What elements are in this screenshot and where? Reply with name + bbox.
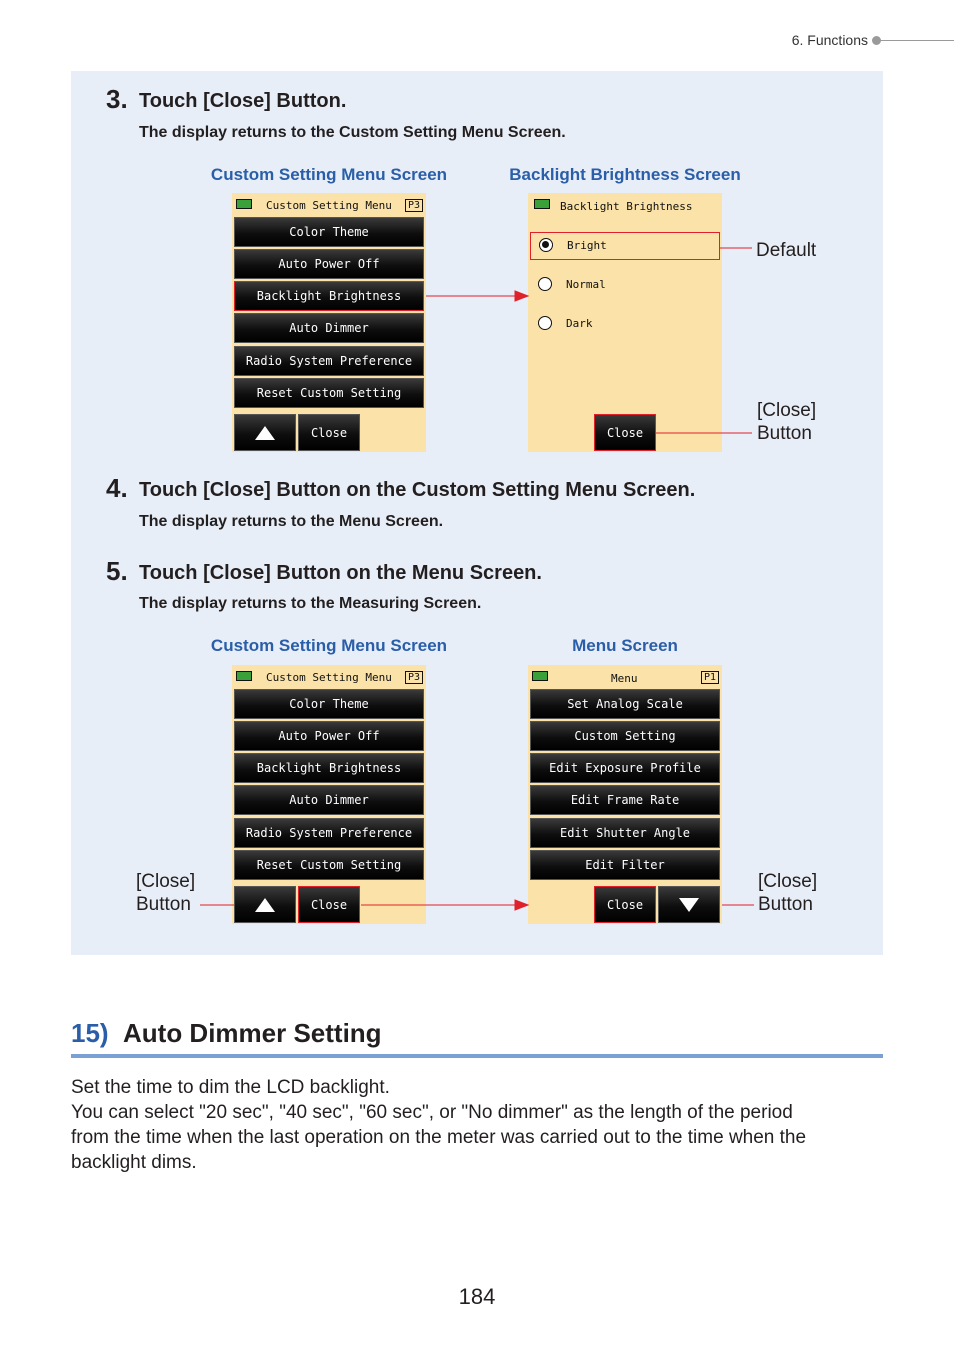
step-5-description: The display returns to the Measuring Screen. (139, 595, 482, 612)
caption-custom-setting-menu-1: Custom Setting Menu Screen (210, 165, 448, 184)
arrow-head-icon (515, 291, 528, 301)
step-5-title: Touch [Close] Button on the Menu Screen. (139, 562, 542, 584)
callout-line: Button (758, 894, 813, 915)
section-number: 15) (71, 1018, 109, 1048)
lcd-title: Menu (611, 672, 638, 685)
menu-item-color-theme[interactable]: Color Theme (234, 217, 424, 247)
body-line: You can select "20 sec", "40 sec", "60 sec", or "No dimmer" as the length of the period (71, 1102, 793, 1123)
body-line: Set the time to dim the LCD backlight. (71, 1077, 390, 1098)
body-line: from the time when the last operation on the meter was carried out to the time when the (71, 1127, 807, 1148)
lcd-title: Custom Setting Menu (266, 671, 392, 684)
menu-item-auto-power-off[interactable]: Auto Power Off (234, 721, 424, 751)
menu-item-edit-shutter-angle[interactable]: Edit Shutter Angle (530, 818, 720, 848)
page-indicator: P3 (405, 671, 423, 684)
body-line: backlight dims. (71, 1152, 197, 1173)
step-4-number: 4. (106, 473, 128, 503)
close-button[interactable]: Close (298, 886, 360, 923)
menu-item-radio-system-preference[interactable]: Radio System Preference (234, 346, 424, 376)
callout-line: Button (136, 894, 191, 915)
menu-item-backlight-brightness[interactable]: Backlight Brightness (234, 753, 424, 783)
step-3-description: The display returns to the Custom Setting Menu Screen. (139, 124, 566, 141)
page-indicator: P3 (405, 199, 423, 212)
menu-item-edit-frame-rate[interactable]: Edit Frame Rate (530, 785, 720, 815)
lcd-title: Custom Setting Menu (266, 199, 392, 212)
step-4-description: The display returns to the Menu Screen. (139, 513, 444, 530)
close-button[interactable]: Close (298, 414, 360, 451)
page-number: 184 (458, 1284, 496, 1309)
step-3-title: Touch [Close] Button. (139, 90, 347, 112)
option-label: Normal (566, 278, 606, 291)
menu-item-edit-exposure-profile[interactable]: Edit Exposure Profile (530, 753, 720, 783)
menu-item-auto-dimmer[interactable]: Auto Dimmer (234, 313, 424, 343)
menu-item-backlight-brightness[interactable]: Backlight Brightness (234, 281, 424, 311)
arrow-head-icon (515, 900, 528, 910)
callout-line: [Close] (757, 400, 817, 421)
callout-line: Button (757, 423, 812, 444)
close-button[interactable]: Close (594, 886, 656, 923)
option-label: Bright (567, 239, 607, 252)
menu-item-auto-dimmer[interactable]: Auto Dimmer (234, 785, 424, 815)
step-5-number: 5. (106, 556, 128, 586)
callout-line: [Close] (136, 871, 196, 892)
menu-item-reset-custom-setting[interactable]: Reset Custom Setting (234, 850, 424, 880)
close-button[interactable]: Close (594, 414, 656, 451)
menu-item-auto-power-off[interactable]: Auto Power Off (234, 249, 424, 279)
menu-item-edit-filter[interactable]: Edit Filter (530, 850, 720, 880)
section-title: Auto Dimmer Setting (123, 1018, 382, 1048)
section-rule (71, 1054, 883, 1058)
step-3-number: 3. (106, 84, 128, 114)
menu-item-custom-setting[interactable]: Custom Setting (530, 721, 720, 751)
menu-item-reset-custom-setting[interactable]: Reset Custom Setting (234, 378, 424, 408)
callout-line: [Close] (758, 871, 818, 892)
page-indicator: P1 (701, 671, 719, 684)
step-4-title: Touch [Close] Button on the Custom Setting Menu Screen. (139, 479, 696, 501)
menu-item-radio-system-preference[interactable]: Radio System Preference (234, 818, 424, 848)
caption-backlight-brightness: Backlight Brightness Screen (509, 165, 741, 184)
option-label: Dark (566, 317, 593, 330)
default-callout: Default (756, 240, 817, 261)
caption-menu-screen: Menu Screen (572, 636, 678, 655)
menu-item-color-theme[interactable]: Color Theme (234, 689, 424, 719)
caption-custom-setting-menu-2: Custom Setting Menu Screen (210, 636, 448, 655)
menu-item-set-analog-scale[interactable]: Set Analog Scale (530, 689, 720, 719)
lcd-title: Backlight Brightness (560, 200, 693, 213)
chapter-label: 6. Functions (791, 32, 868, 48)
